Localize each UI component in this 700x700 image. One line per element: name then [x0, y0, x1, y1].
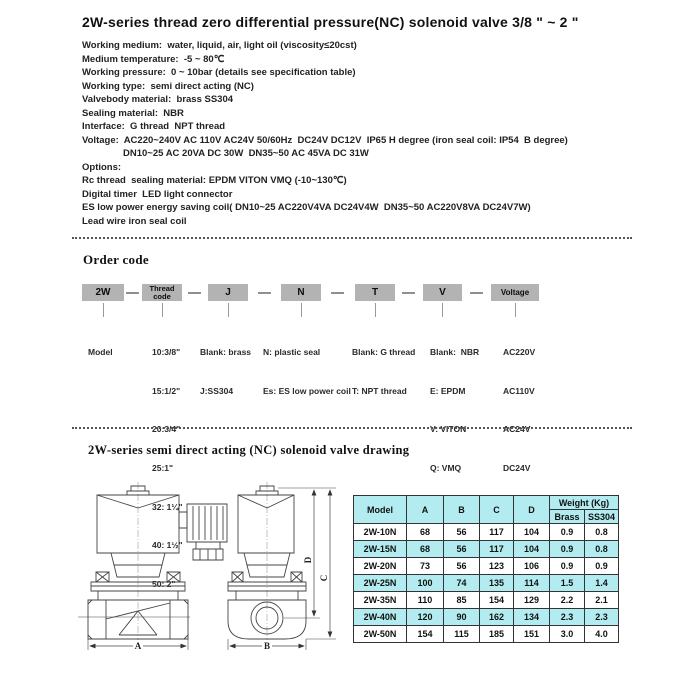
cell: 2W-10N	[354, 524, 407, 541]
order-code-connector	[228, 303, 229, 317]
order-code-connector	[442, 303, 443, 317]
cell: 134	[514, 609, 550, 626]
cell: 129	[514, 592, 550, 609]
order-code-col-model	[88, 320, 113, 385]
cell: 74	[444, 575, 480, 592]
col-header-d: D	[514, 496, 550, 524]
col-header-c: C	[480, 496, 514, 524]
dimension-table	[353, 495, 619, 643]
option-item: AC24V	[503, 424, 531, 435]
col-header-model: Model	[354, 496, 407, 524]
option-item: 15:1/2"	[152, 385, 181, 396]
option-item: DC24V	[503, 462, 531, 473]
order-code-box-seal: N	[281, 284, 321, 301]
side-view	[228, 482, 306, 651]
cell: 90	[444, 609, 480, 626]
col-header-b: B	[444, 496, 480, 524]
cell: 2.3	[585, 609, 619, 626]
cell: 117	[480, 524, 514, 541]
cell: 2W-35N	[354, 592, 407, 609]
cell: 3.0	[550, 626, 585, 643]
cell: 106	[514, 558, 550, 575]
order-code-dash	[188, 292, 201, 294]
page-title: 2W-series thread zero differential pressure(NC) solenoid valve 3/8 " ~ 2 "	[82, 14, 579, 30]
front-view	[78, 482, 227, 651]
option-item: AC220V	[503, 346, 536, 357]
cell: 56	[444, 524, 480, 541]
col-header-brass: Brass	[550, 510, 585, 524]
order-code-box-body: J	[208, 284, 248, 301]
order-code-col-thread-type	[352, 320, 415, 423]
option-item: 40: 1½"	[152, 540, 183, 551]
spec-line: Valvebody material: brass SS304	[82, 94, 234, 105]
col-header-ss304: SS304	[585, 510, 619, 524]
order-code-heading: Order code	[83, 252, 149, 267]
option-item: Blank: G thread	[352, 346, 416, 357]
spec-line: Interface: G thread NPT thread	[82, 121, 226, 132]
cell: 151	[514, 626, 550, 643]
table-row	[354, 592, 619, 609]
cell: 120	[407, 609, 444, 626]
cell: 100	[407, 575, 444, 592]
dimension-labels	[135, 556, 329, 651]
cell: 0.9	[550, 524, 585, 541]
table-row	[354, 524, 619, 541]
order-code-col-material	[430, 320, 479, 501]
order-code-connector	[375, 303, 376, 317]
order-code-col-body	[200, 320, 251, 423]
option-item: Model	[88, 346, 113, 357]
cell: 162	[480, 609, 514, 626]
spec-line: Working pressure: 0 ~ 10bar (details see specification table)	[82, 67, 356, 78]
cell: 0.8	[585, 524, 619, 541]
option-item: Blank: NBR	[430, 346, 480, 357]
cell: 85	[444, 592, 480, 609]
cell: 117	[480, 541, 514, 558]
drawing-heading: 2W-series semi direct acting (NC) solenoid valve drawing	[88, 443, 410, 457]
spec-line: Rc thread sealing material: EPDM VITON VMQ (-10~130℃)	[82, 175, 347, 186]
table-row	[354, 609, 619, 626]
cell: 68	[407, 541, 444, 558]
dim-label-d: D	[303, 556, 313, 564]
spec-line: ES low power energy saving coil( DN10~25 AC220V4VA DC24V4W DN35~50 AC220V8VA DC24V7W)	[82, 202, 531, 213]
order-code-dash	[258, 292, 271, 294]
spec-line: Sealing material: NBR	[82, 107, 184, 119]
option-item: Q: VMQ	[430, 462, 462, 473]
cell: 154	[480, 592, 514, 609]
cell: 115	[444, 626, 480, 643]
order-code-connector	[162, 303, 163, 317]
order-code-dash	[331, 292, 344, 294]
spec-line: Working type: semi direct acting (NC)	[82, 80, 254, 92]
spec-line: Working medium: water, liquid, air, light oil (viscosity≤20cst)	[82, 40, 357, 51]
cell: 0.9	[585, 558, 619, 575]
cell: 4.0	[585, 626, 619, 643]
cell: 0.9	[550, 541, 585, 558]
option-item: 25:1"	[152, 462, 174, 473]
dim-label-b: B	[263, 641, 271, 651]
cell: 68	[407, 524, 444, 541]
cell: 2.3	[550, 609, 585, 626]
table-row	[354, 626, 619, 643]
spec-line: Medium temperature: -5 ~ 80℃	[82, 53, 225, 65]
cell: 2W-20N	[354, 558, 407, 575]
table-row	[354, 558, 619, 575]
cell: 2.1	[585, 592, 619, 609]
order-code-dash	[470, 292, 483, 294]
cell: 114	[514, 575, 550, 592]
cell: 0.8	[585, 541, 619, 558]
order-code-connector	[301, 303, 302, 317]
cell: 73	[407, 558, 444, 575]
option-item: V: VITON	[430, 424, 467, 435]
order-code-connector	[515, 303, 516, 317]
spec-line: Lead wire iron seal coil	[82, 215, 187, 227]
option-item: 20:3/4"	[152, 424, 181, 435]
order-code-col-seal	[263, 320, 351, 423]
dim-label-a: A	[134, 641, 142, 651]
col-header-weight: Weight (Kg)	[550, 496, 619, 510]
option-item: 32: 1¼"	[152, 501, 183, 512]
table-row	[354, 575, 619, 592]
order-code-box-model: 2W	[82, 284, 124, 301]
option-item: J:SS304	[200, 385, 234, 396]
table-row	[354, 541, 619, 558]
spec-line: Voltage: AC220~240V AC 110V AC24V 50/60Hz DC24V DC12V IP65 H degree (iron seal coil: IP54 B degree)	[82, 134, 568, 146]
option-item: Blank: brass	[200, 346, 252, 357]
spec-list	[82, 39, 568, 228]
order-code-connector	[103, 303, 104, 317]
cell: 1.4	[585, 575, 619, 592]
spec-line: Options:	[82, 161, 122, 173]
col-header-a: A	[407, 496, 444, 524]
cell: 2W-15N	[354, 541, 407, 558]
cell: 2W-25N	[354, 575, 407, 592]
cell: 154	[407, 626, 444, 643]
spec-line: DN10~25 AC 20VA DC 30W DN35~50 AC 45VA DC 31W	[123, 148, 369, 159]
cell: 110	[407, 592, 444, 609]
cell: 104	[514, 541, 550, 558]
option-item: E: EPDM	[430, 385, 466, 396]
cell: 135	[480, 575, 514, 592]
order-code-box-thread-type: T	[355, 284, 395, 301]
cell: 1.5	[550, 575, 585, 592]
cell: 123	[480, 558, 514, 575]
cell: 104	[514, 524, 550, 541]
cell: 0.9	[550, 558, 585, 575]
order-code-box-material: V	[423, 284, 462, 301]
option-item: 50: 2"	[152, 579, 176, 590]
option-item: Es: ES low power coil	[263, 385, 351, 396]
option-item: 10:3/8"	[152, 346, 181, 357]
order-code-box-thread: Thread code	[142, 284, 182, 301]
valve-drawing	[78, 482, 350, 667]
option-item: AC110V	[503, 385, 535, 396]
dotted-divider	[72, 237, 632, 239]
dotted-divider	[72, 427, 632, 429]
order-code-box-voltage: Voltage	[491, 284, 539, 301]
cell: 56	[444, 558, 480, 575]
order-code-dash	[126, 292, 139, 294]
order-code-dash	[402, 292, 415, 294]
option-item: N: plastic seal	[263, 346, 321, 357]
dim-label-c: C	[319, 574, 329, 582]
spec-line: Digital timer LED light connector	[82, 188, 233, 200]
cell: 185	[480, 626, 514, 643]
cell: 2W-50N	[354, 626, 407, 643]
cell: 56	[444, 541, 480, 558]
option-item: T: NPT thread	[352, 385, 407, 396]
cell: 2.2	[550, 592, 585, 609]
cell: 2W-40N	[354, 609, 407, 626]
